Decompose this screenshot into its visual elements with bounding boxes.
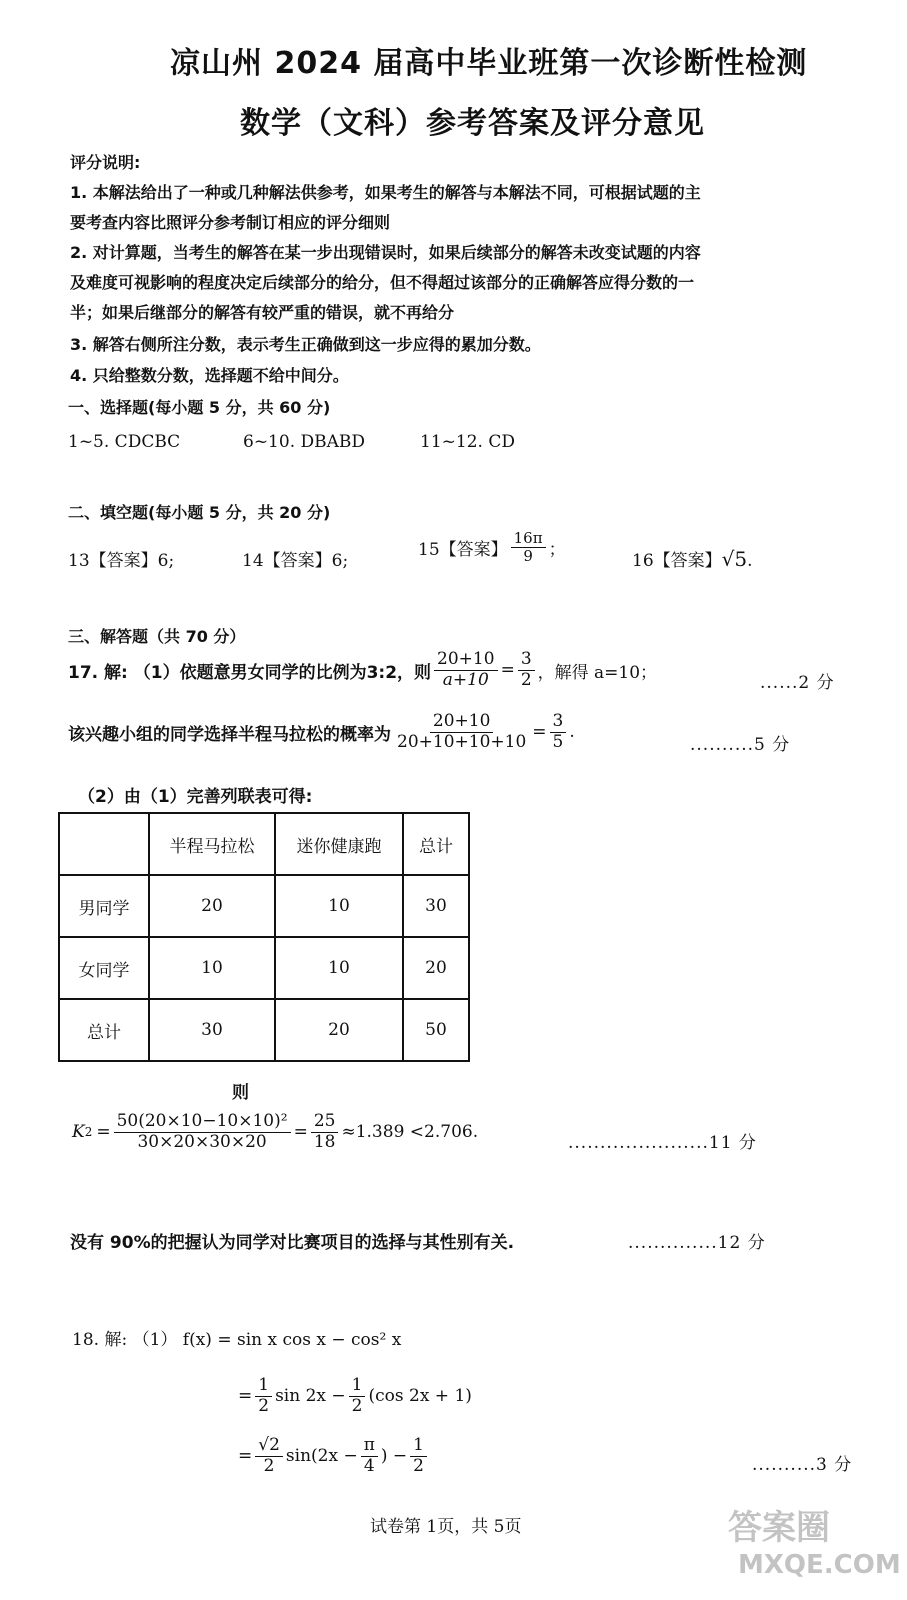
answer-13: 13【答案】6; [68,551,175,571]
table-cell: 30 [149,999,275,1061]
q17-then: 则 [232,1083,249,1103]
answer-15-label: 15【答案】 [418,540,508,561]
q17-fraction-2-num: 3 [518,650,535,671]
note-2b: 及难度可视影响的程度决定后续部分的给分，但不得超过该部分的正确解答应得分数的一 [70,273,695,292]
q17-fraction-2-den: 2 [520,669,532,690]
answer-15 [418,530,566,566]
q17-probability-text: 该兴趣小组的同学选择半程马拉松的概率为 [68,724,391,745]
q18-line-3-mid: sin(2x − [285,1446,358,1467]
q18-line-2-fraction-2 [349,1376,366,1416]
answer-15-fraction [511,530,546,566]
q17-fraction-1-num: 20+10 [434,650,498,671]
note-2c: 半；如果后继部分的解答有较严重的错误，就不再给分 [70,303,455,322]
q18-line-2-equals: = [238,1386,253,1407]
table-header-cell: 半程马拉松 [149,813,275,875]
q18-line-3-mid2: ) − [380,1446,408,1467]
answer-16-value: √5 [721,547,748,571]
q18-line-3-fraction-2-den: 4 [363,1455,375,1476]
answer-15-denominator: 9 [523,547,533,566]
section3-heading: 三、解答题（共 70 分） [68,627,246,646]
note-2a: 2. 对计算题，当考生的解答在某一步出现错误时，如果后续部分的解答未改变试题的内容 [70,243,701,262]
q17-line-2 [68,712,575,752]
table-cell: 女同学 [59,937,149,999]
q18-line-3-fraction-1-num: √2 [255,1436,283,1457]
table-row [59,875,469,937]
q18-line-1: 18. 解: （1） f(x) = sin x cos x − cos² x [72,1330,402,1350]
note-3: 3. 解答右侧所注分数，表示考生正确做到这一步应得的累加分数。 [70,335,541,354]
notes-heading: 评分说明: [70,153,141,172]
q18-line-3 [238,1436,430,1476]
q18-line-3-equals: = [238,1446,253,1467]
q17-score-11: ......................11 分 [568,1133,757,1153]
q17-fraction-3-den: 20+10+10+10 [397,731,527,752]
choice-answers-1: 1~5. CDCBC [68,432,181,452]
k2-fraction-2-num: 25 [311,1112,339,1133]
q18-line-2-fraction-2-num: 1 [349,1376,366,1397]
q17-fraction-3 [394,712,529,752]
q17-equals: = [500,660,515,681]
q17-part1-result: ，解得 a=10； [537,662,658,683]
q17-part2-text: （2）由（1）完善列联表可得: [78,787,313,807]
q18-line-2-fraction-1-num: 1 [255,1376,272,1397]
answer-16 [632,546,753,571]
q17-line-1 [68,650,657,690]
table-cell: 20 [275,999,403,1061]
q17-fraction-1-den: a+10 [442,669,489,690]
q18-line-3-fraction-3-den: 2 [413,1455,424,1476]
q17-score-12: ..............12 分 [628,1233,766,1253]
table-cell: 10 [149,937,275,999]
q18-line-3-fraction-1 [255,1436,283,1476]
q17-fraction-1 [434,650,498,690]
k2-fraction-1-num: 50(20×10−10×10)² [114,1112,291,1133]
note-4: 4. 只给整数分数，选择题不给中间分。 [70,366,349,385]
k2-fraction-1-den: 30×20×30×20 [137,1131,267,1152]
k2-result: ≈1.389 <2.706. [341,1122,479,1143]
answer-16-label: 16【答案】 [632,551,722,571]
k2-fraction-2 [311,1112,339,1152]
q17-part1-text: 17. 解: （1）依题意男女同学的比例为3:2，则 [68,662,432,683]
q17-fraction-4 [550,712,567,752]
k2-fraction-2-den: 18 [313,1131,336,1152]
section2-heading: 二、填空题(每小题 5 分，共 20 分) [68,503,331,522]
note-1a: 1. 本解法给出了一种或几种解法供参考，如果考生的解答与本解法不同，可根据试题的主 [70,183,701,202]
table-cell: 20 [149,875,275,937]
k2-symbol: K [72,1122,85,1143]
q18-line-2-end: (cos 2x + 1) [368,1386,472,1407]
table-cell: 20 [403,937,469,999]
q18-line-2-mid: sin 2x − [275,1386,346,1407]
q17-fraction-4-num: 3 [550,712,567,733]
table-header-cell [59,813,149,875]
choice-answers-3: 11~12. CD [420,432,515,452]
k2-equals: = [96,1122,111,1143]
q18-line-2 [238,1376,472,1416]
q18-line-3-fraction-2-num: π [361,1436,378,1457]
page-footer: 试卷第 1页，共 5页 [370,1517,522,1537]
q17-score-2: ......2 分 [760,673,835,693]
answer-14: 14【答案】6; [242,551,349,571]
q17-period: . [569,722,575,743]
table-header-row [59,813,469,875]
q18-line-2-fraction-2-den: 2 [351,1395,363,1416]
watermark-url: MXQE.COM [738,1550,901,1580]
answer-15-numerator: 16π [511,530,546,548]
q17-score-5: ..........5 分 [690,735,791,755]
note-1b: 要考查内容比照评分参考制订相应的评分细则 [70,213,391,232]
table-header-cell: 总计 [403,813,469,875]
k2-superscript: 2 [84,1125,93,1140]
q17-fraction-2 [518,650,535,690]
q18-score-3: ..........3 分 [752,1455,853,1475]
table-row [59,937,469,999]
q18-line-3-fraction-3 [410,1436,427,1476]
q18-line-2-fraction-1 [255,1376,272,1416]
table-cell: 10 [275,875,403,937]
table-cell: 30 [403,875,469,937]
q18-line-3-fraction-3-num: 1 [410,1436,427,1457]
q17-fraction-3-num: 20+10 [430,712,494,733]
watermark-logo: 答案圈 [728,1508,830,1548]
choice-answers-2: 6~10. DBABD [243,432,366,452]
k2-formula [72,1112,478,1152]
q18-line-2-fraction-1-den: 2 [258,1395,270,1416]
k2-fraction-1 [114,1112,291,1152]
q17-fraction-4-den: 5 [552,731,564,752]
q17-conclusion: 没有 90%的把握认为同学对比赛项目的选择与其性别有关. [70,1233,515,1253]
table-cell: 总计 [59,999,149,1061]
q18-line-3-fraction-2 [361,1436,378,1476]
k2-equals-2: = [293,1122,308,1143]
document-title: 凉山州 2024 届高中毕业班第一次诊断性检测 [170,46,808,81]
table-cell: 50 [403,999,469,1061]
document-subtitle: 数学（文科）参考答案及评分意见 [240,106,705,141]
table-cell: 男同学 [59,875,149,937]
section1-heading: 一、选择题(每小题 5 分，共 60 分) [68,398,331,417]
table-cell: 10 [275,937,403,999]
answer-16-end: . [747,551,753,571]
contingency-table [58,812,470,1062]
q18-line-3-fraction-1-den: 2 [263,1455,275,1476]
answer-15-end: ； [548,540,566,561]
table-row [59,999,469,1061]
q17-equals-2: = [532,722,547,743]
table-header-cell: 迷你健康跑 [275,813,403,875]
